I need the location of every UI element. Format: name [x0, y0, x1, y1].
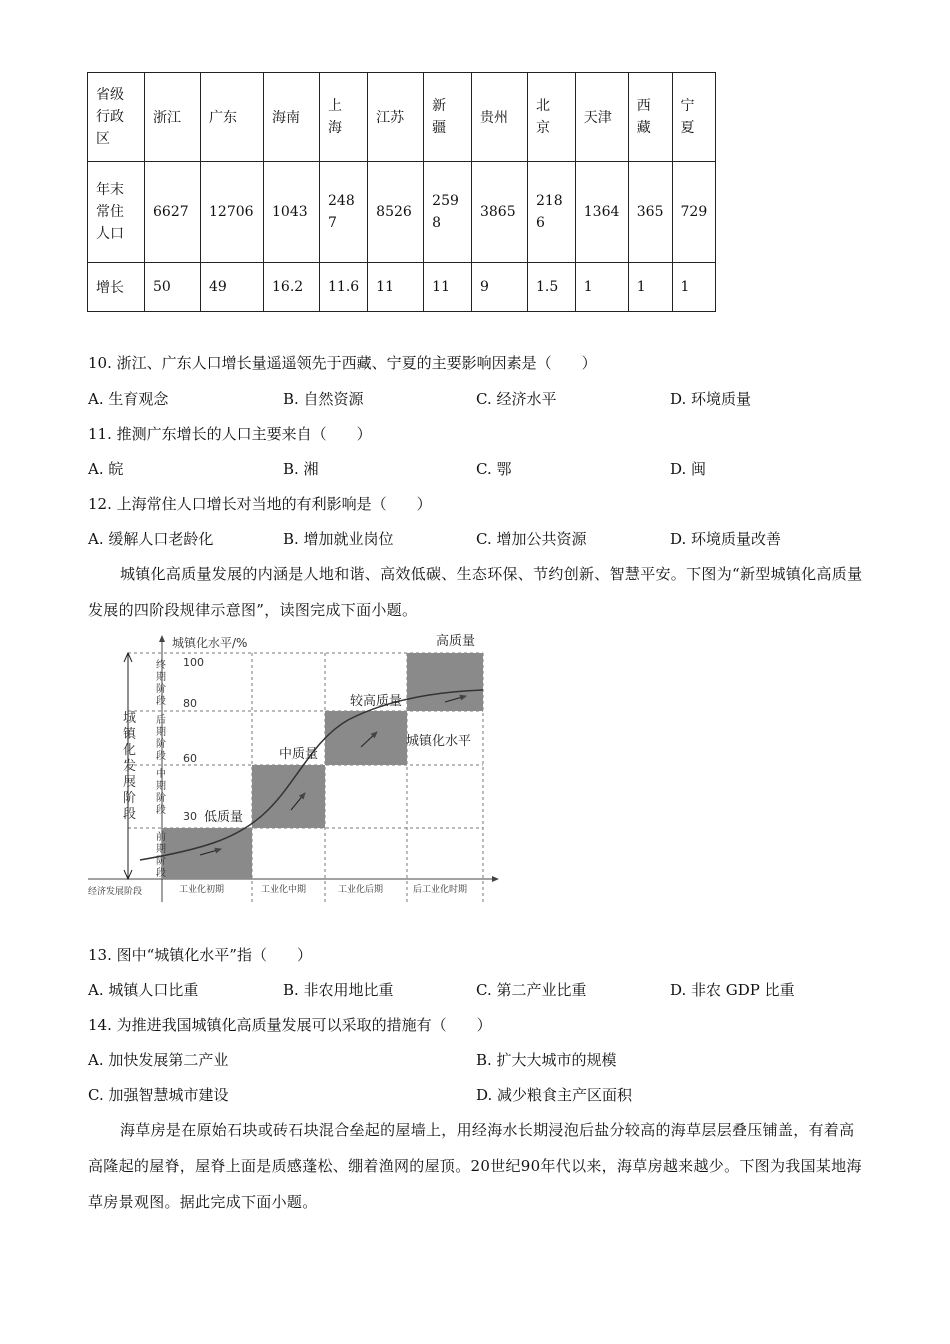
question-12: 12. 上海常住人口增长对当地的有利影响是（ ） [88, 495, 432, 513]
x-category: 后工业化时期 [413, 885, 468, 895]
table-cell: 天津 [575, 73, 628, 162]
option-c[interactable]: C. 经济水平 [476, 390, 557, 408]
table-cell: 1 [575, 263, 628, 312]
x-category: 工业化中期 [261, 885, 307, 895]
option-a[interactable]: A. 缓解人口老龄化 [88, 530, 214, 548]
table-cell: 1 [672, 263, 716, 312]
table-cell: 年末常住人口 [96, 182, 124, 242]
quality-label: 高质量 [436, 634, 476, 649]
table-cell: 11.6 [320, 263, 368, 312]
table-cell: 浙江 [145, 73, 201, 162]
option-b[interactable]: B. 非农用地比重 [283, 981, 394, 999]
higher-quality-box [325, 711, 407, 765]
table-cell: 49 [201, 263, 264, 312]
question-13: 13. 图中“城镇化水平”指（ ） [88, 946, 312, 964]
quality-label: 中质量 [279, 747, 319, 762]
medium-quality-box [252, 765, 325, 828]
table-cell: 16.2 [264, 263, 320, 312]
option-c[interactable]: C. 增加公共资源 [476, 530, 587, 548]
table-cell: 3865 [471, 162, 527, 263]
question-14: 14. 为推进我国城镇化高质量发展可以采取的措施有（ ） [88, 1016, 492, 1034]
table-cell: 2487 [328, 193, 355, 231]
option-c[interactable]: C. 第二产业比重 [476, 981, 587, 999]
table-cell: 广东 [201, 73, 264, 162]
table-cell: 365 [628, 162, 672, 263]
table-cell: 海南 [264, 73, 320, 162]
table-cell: 9 [471, 263, 527, 312]
intro-paragraph: 海草房是在原始石块或砖石块混合垒起的屋墙上，用经海水长期浸泡后盐分较高的海草层层叠压铺盖，有着高高隆起的屋脊，屋脊上面是质感蓬松、绷着渔网的屋顶。20世纪90年代以来，海草房越来越少。下图为我国某地海草房景观图。据此完成下面小题。 [88, 1121, 862, 1211]
table-cell: 增长 [88, 263, 145, 312]
stage-label: 后期阶段 [156, 715, 166, 762]
vertical-labels [123, 659, 166, 879]
option-d[interactable]: D. 闽 [670, 460, 707, 478]
table-cell: 省级行政区 [96, 87, 124, 147]
table-cell: 江苏 [368, 73, 424, 162]
x-category: 工业化后期 [338, 885, 384, 895]
stage-label: 前期阶段 [156, 832, 166, 879]
table-row [88, 263, 716, 312]
option-d[interactable]: D. 环境质量改善 [670, 530, 782, 548]
population-table [87, 72, 716, 312]
quality-label: 较高质量 [350, 694, 403, 709]
option-b[interactable]: B. 增加就业岗位 [283, 530, 394, 548]
quality-label: 低质量 [204, 810, 244, 825]
table-cell: 2186 [535, 193, 563, 231]
table-cell: 6627 [145, 162, 201, 263]
table-cell: 宁夏 [680, 98, 695, 136]
question-11: 11. 推测广东增长的人口主要来自（ ） [88, 425, 372, 443]
option-a[interactable]: A. 生育观念 [88, 390, 169, 408]
y-tick: 30 [183, 810, 197, 823]
table-cell: 1 [628, 263, 672, 312]
intro-paragraph: 城镇化高质量发展的内涵是人地和谐、高效低碳、生态环保、节约创新、智慧平安。下图为“新型城镇化高质量发展的四阶段规律示意图”，读图完成下面小题。 [88, 565, 863, 619]
x-category: 工业化初期 [179, 885, 225, 895]
option-d[interactable]: D. 环境质量 [670, 390, 752, 408]
option-d[interactable]: D. 非农 GDP 比重 [670, 981, 795, 999]
table-cell: 北京 [535, 98, 550, 136]
option-c[interactable]: C. 加强智慧城市建设 [88, 1086, 229, 1104]
option-b[interactable]: B. 自然资源 [283, 390, 364, 408]
y-tick: 100 [183, 656, 204, 669]
table-cell: 上海 [328, 98, 342, 136]
y-tick: 80 [183, 697, 197, 710]
high-quality-box [407, 653, 483, 711]
stage-label: 终期阶段 [156, 660, 166, 707]
table-cell: 11 [368, 263, 424, 312]
curve-label: 城镇化水平 [406, 734, 472, 749]
table-cell: 11 [424, 263, 472, 312]
table-row [88, 73, 716, 162]
table-cell: 12706 [201, 162, 264, 263]
table-row [88, 162, 716, 263]
table-cell: 1364 [575, 162, 628, 263]
table-cell: 新疆 [432, 98, 447, 136]
urbanization-diagram [88, 630, 518, 910]
table-cell: 50 [145, 263, 201, 312]
x-axis-title: 经济发展阶段 [88, 887, 143, 897]
stage-label: 中期阶段 [156, 769, 166, 816]
table-cell: 1.5 [527, 263, 575, 312]
table-cell: 2598 [432, 193, 459, 231]
question-10: 10. 浙江、广东人口增长量遥遥领先于西藏、宁夏的主要影响因素是（ ） [88, 354, 597, 372]
table-cell: 西藏 [636, 98, 651, 136]
y-tick: 60 [183, 752, 197, 765]
stage-axis-label: 城镇化发展阶段 [123, 711, 137, 822]
option-d[interactable]: D. 减少粮食主产区面积 [476, 1086, 633, 1104]
option-a[interactable]: A. 加快发展第二产业 [88, 1051, 229, 1069]
y-axis-title: 城镇化水平/% [172, 636, 248, 650]
table-cell: 贵州 [471, 73, 527, 162]
option-c[interactable]: C. 鄂 [476, 460, 512, 478]
option-a[interactable]: A. 皖 [88, 460, 124, 478]
table-cell: 729 [672, 162, 716, 263]
option-b[interactable]: B. 扩大大城市的规模 [476, 1051, 617, 1069]
option-b[interactable]: B. 湘 [283, 460, 319, 478]
table-cell: 8526 [368, 162, 424, 263]
option-a[interactable]: A. 城镇人口比重 [88, 981, 199, 999]
table-cell: 1043 [264, 162, 320, 263]
